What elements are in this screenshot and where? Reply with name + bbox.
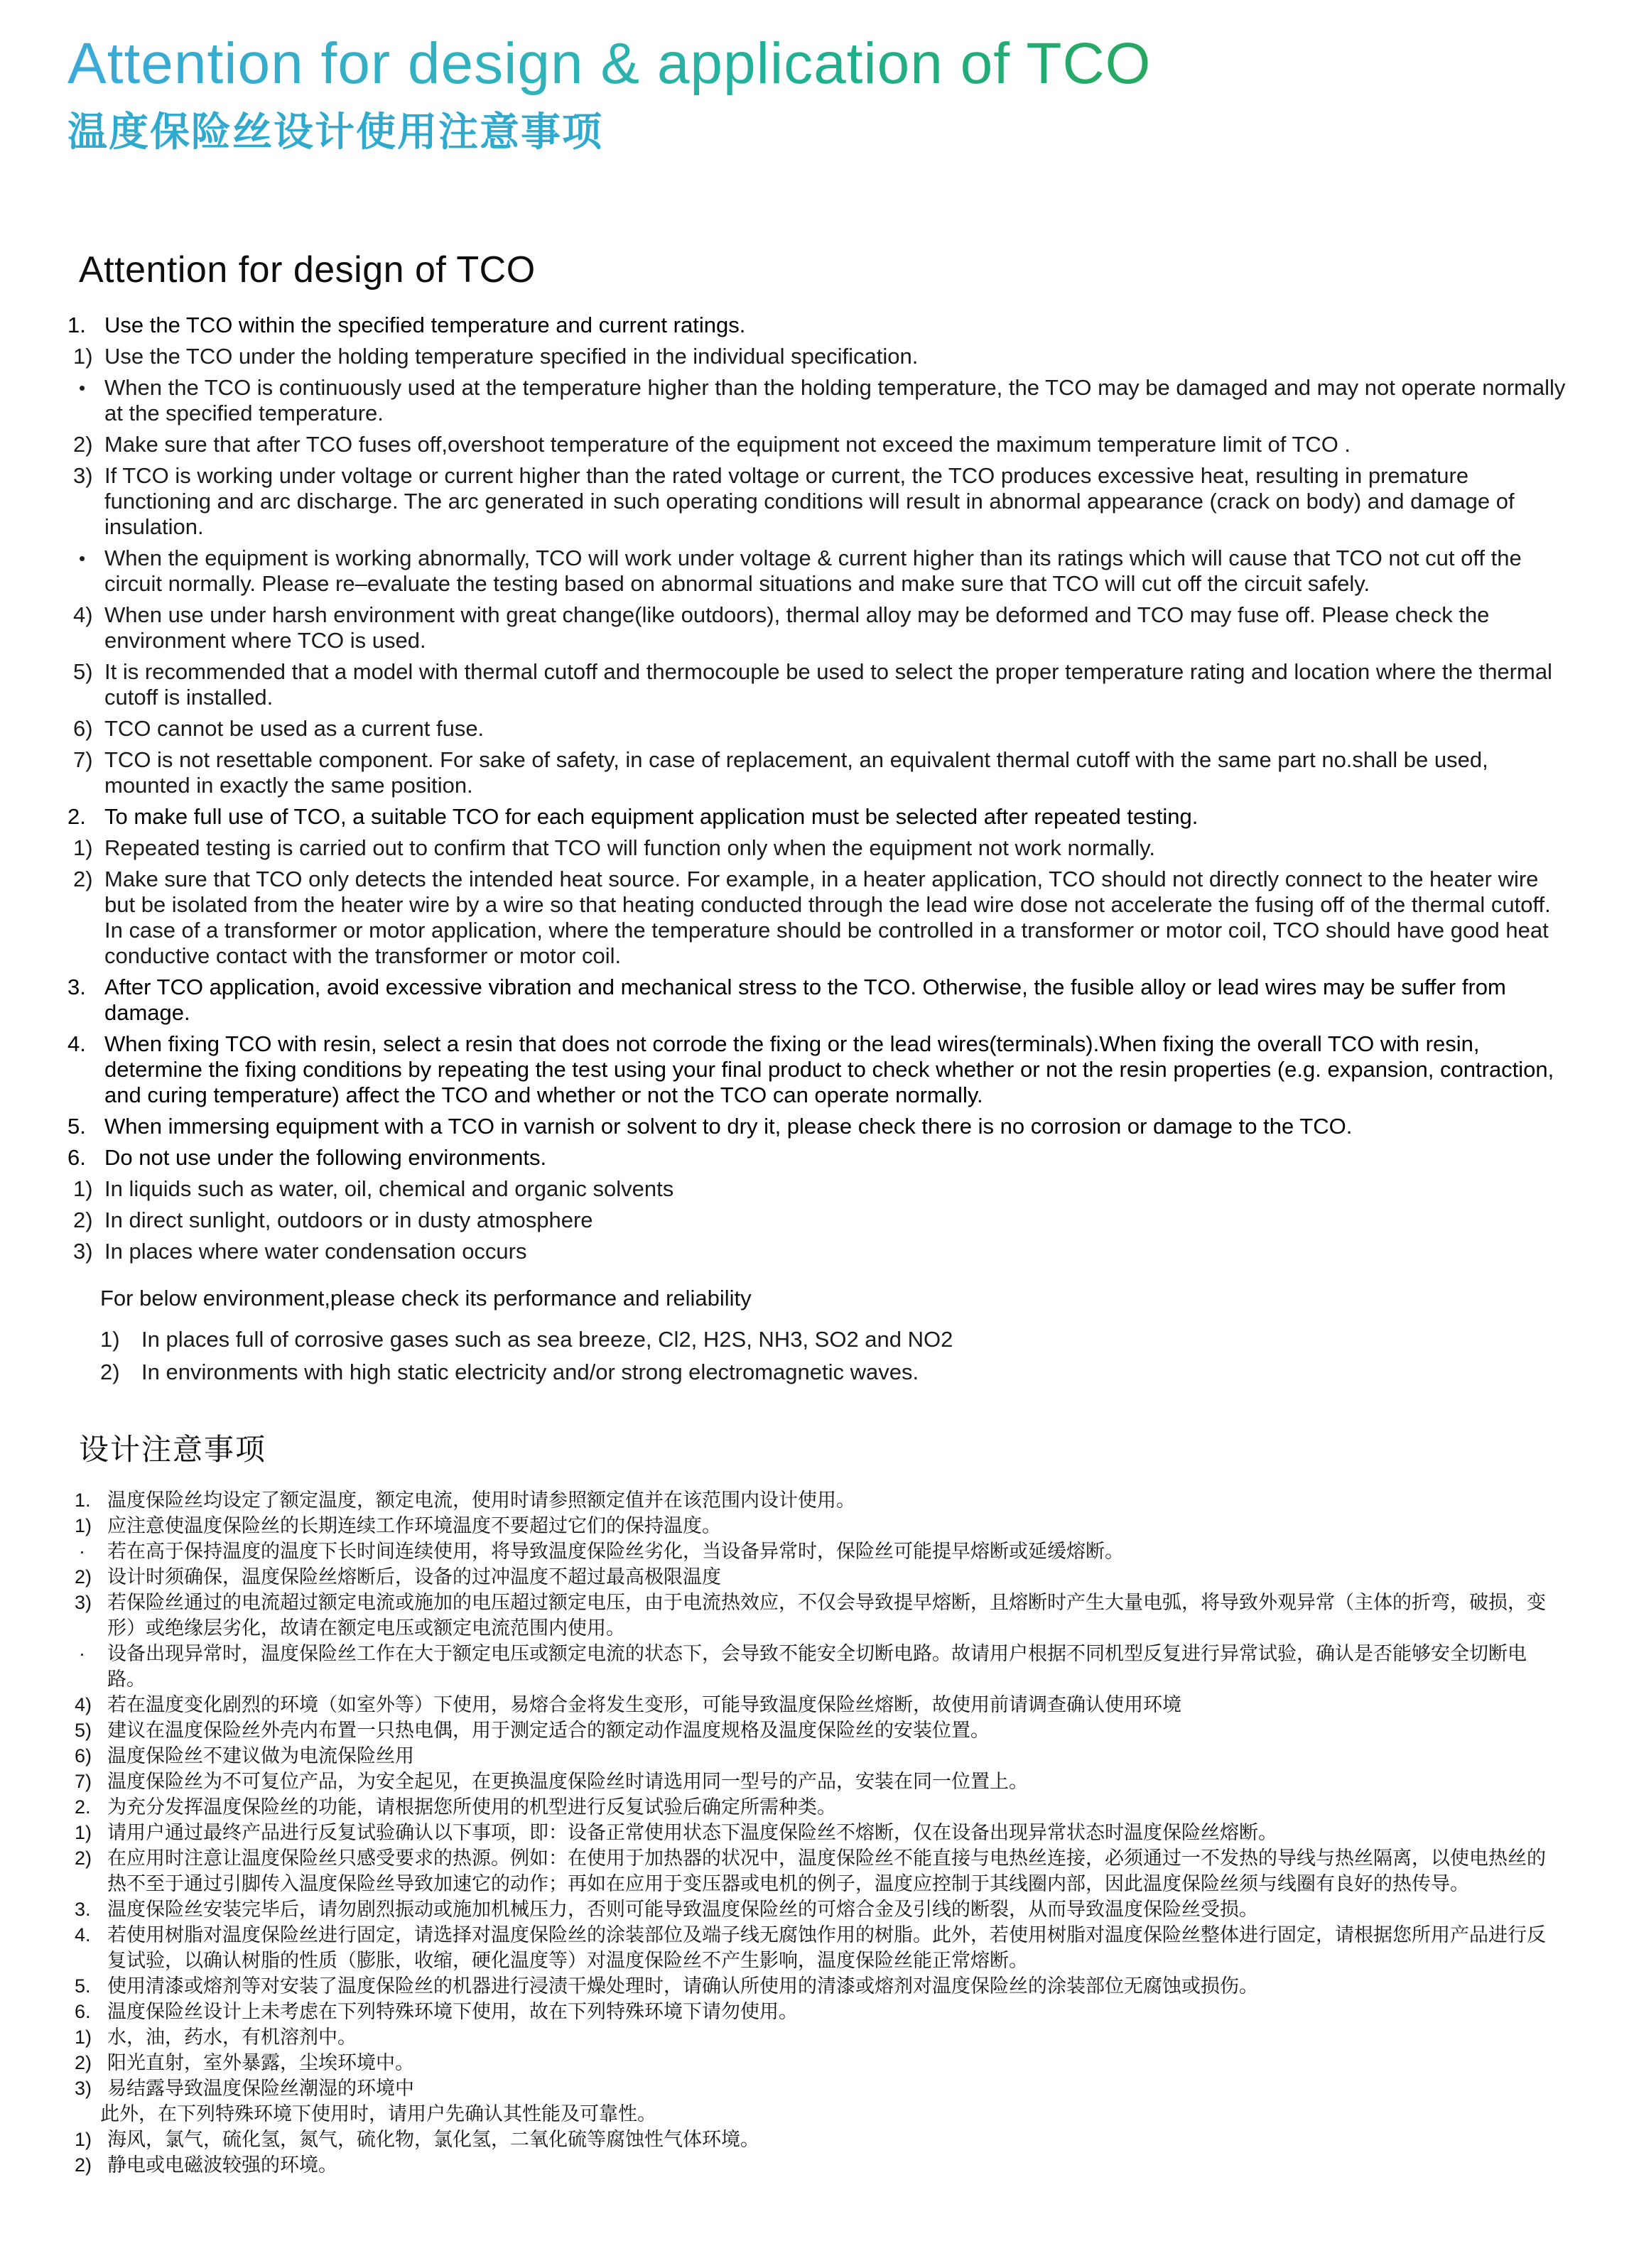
list-marker: · bbox=[79, 1540, 85, 1562]
list-marker: • bbox=[79, 547, 86, 569]
list-item bbox=[67, 344, 1577, 369]
list-marker: 2) bbox=[75, 1566, 92, 1588]
list-item bbox=[75, 1820, 1577, 1845]
list-item bbox=[67, 747, 1577, 798]
list-text: Make sure that after TCO fuses off,overshoot temperature of the equipment not exceed the maximum temperature limit of TCO . bbox=[104, 431, 1351, 457]
list-item bbox=[75, 1564, 1577, 1590]
list-text: When fixing TCO with resin, select a resin that does not corrode the fixing or the lead wires(terminals).When fixing the overall TCO with resin, determine the fixing conditions by repeating the test using your final product to check whether or not the resin properties (e.g. expansion, contraction, and curing temperature) affect the TCO and whether or not the TCO can operate normally. bbox=[104, 1031, 1554, 1107]
list-marker: 3) bbox=[75, 2077, 92, 2099]
list-text: In places full of corrosive gases such as sea breeze, Cl2, H2S, NH3, SO2 and NO2 bbox=[141, 1326, 953, 1352]
list-text: When immersing equipment with a TCO in varnish or solvent to dry it, please check there is no corrosion or damage to the TCO. bbox=[104, 1113, 1353, 1139]
list-text: In direct sunlight, outdoors or in dusty atmosphere bbox=[104, 1207, 593, 1232]
list-marker: 4. bbox=[75, 1924, 91, 1946]
list-item bbox=[67, 659, 1577, 710]
list-marker: 6. bbox=[67, 1144, 86, 1170]
list-item bbox=[67, 975, 1577, 1026]
list-text: 阳光直射，室外暴露，尘埃环境中。 bbox=[107, 2051, 414, 2073]
list-item bbox=[75, 1973, 1577, 1999]
list-item bbox=[75, 2024, 1577, 2050]
list-item bbox=[75, 1487, 1577, 1513]
list-text: In places where water condensation occurs bbox=[104, 1238, 527, 1264]
environment-list bbox=[100, 1327, 1577, 1385]
environment-note: For below environment,please check its performance and reliability bbox=[100, 1285, 752, 1311]
list-marker: 6. bbox=[75, 2000, 91, 2022]
list-marker: 1) bbox=[100, 1326, 120, 1352]
list-text: Use the TCO within the specified temperature and current ratings. bbox=[104, 312, 746, 337]
list-text: 此外，在下列特殊环境下使用时，请用户先确认其性能及可靠性。 bbox=[100, 2102, 656, 2125]
list-item bbox=[67, 313, 1577, 338]
list-marker: 1. bbox=[67, 312, 86, 337]
list-item bbox=[75, 1743, 1577, 1769]
list-text: 易结露导致温度保险丝潮湿的环境中 bbox=[107, 2077, 414, 2099]
list-marker: 6) bbox=[73, 715, 93, 741]
list-text: If TCO is working under voltage or current higher than the rated voltage or current, the TCO produces excessive heat, resulting in premature functioning and arc discharge. The arc generated in such operating conditions will result in abnormal appearance (crack on body) and damage of insulation. bbox=[104, 462, 1515, 539]
list-text: TCO cannot be used as a current fuse. bbox=[104, 715, 485, 741]
list-item bbox=[67, 432, 1577, 457]
list-marker: 5. bbox=[67, 1113, 86, 1139]
list-text: When the equipment is working abnormally, TCO will work under voltage & current higher than its ratings which will cause that TCO not cut off the circuit normally. Please re–evaluate the testing based on abnormal situations and make sure that TCO will cut off the circuit safely. bbox=[104, 545, 1522, 596]
list-text: 温度保险丝为不可复位产品，为安全起见，在更换温度保险丝时请选用同一型号的产品，安装在同一位置上。 bbox=[107, 1770, 1028, 1792]
list-marker: 4) bbox=[75, 1693, 92, 1715]
list-marker: • bbox=[79, 376, 86, 398]
list-marker: 2. bbox=[75, 1796, 91, 1818]
list-text: 温度保险丝不建议做为电流保险丝用 bbox=[107, 1745, 414, 1767]
list-text: Make sure that TCO only detects the intended heat source. For example, in a heater application, TCO should not directly connect to the heater wire but be isolated from the heater wire by a wire so that heating conducted through the lead wire dose not accelerate the fusing off of the thermal cutoff. In case of a transformer or motor application, where the temperature should be controlled in a transformer or motor coil, TCO should have good heat conductive contact with the transformer or motor coil. bbox=[104, 866, 1551, 968]
list-marker: 1) bbox=[73, 343, 93, 369]
list-text: When use under harsh environment with great change(like outdoors), thermal alloy may be deformed and TCO may fuse off. Please check the environment where TCO is used. bbox=[104, 602, 1490, 653]
list-text: When the TCO is continuously used at the temperature higher than the holding temperature, the TCO may be damaged and may not operate normally at the specified temperature. bbox=[104, 374, 1566, 425]
list-item bbox=[75, 2152, 1577, 2178]
list-marker: 5) bbox=[75, 1719, 92, 1741]
list-item bbox=[100, 1327, 1577, 1352]
list-marker: 1) bbox=[75, 2026, 92, 2048]
list-item bbox=[67, 1239, 1577, 1264]
chinese-attention-list bbox=[75, 1487, 1577, 2178]
list-text: 若在温度变化剧烈的环境（如室外等）下使用，易熔合金将发生变形，可能导致温度保险丝熔断，故使用前请调查确认使用环境 bbox=[107, 1693, 1181, 1715]
list-marker: 1) bbox=[75, 1821, 92, 1843]
list-item bbox=[75, 1641, 1577, 1692]
list-text: 温度保险丝设计上未考虑在下列特殊环境下使用，故在下列特殊环境下请勿使用。 bbox=[107, 2000, 798, 2022]
list-marker: · bbox=[79, 1642, 85, 1664]
chinese-section bbox=[67, 1426, 1577, 2178]
list-item bbox=[75, 1794, 1577, 1820]
list-item bbox=[67, 1208, 1577, 1233]
list-text: 海风，氯气，硫化氢，氮气，硫化物，氯化氢，二氧化硫等腐蚀性气体环境。 bbox=[107, 2128, 759, 2150]
list-text: 若保险丝通过的电流超过额定电流或施加的电压超过额定电压，由于电流热效应，不仅会导致提早熔断，且熔断时产生大量电弧，将导致外观异常（主体的折弯，破损，变形）或绝缘层劣化，故请在额定电压或额定电流范围内使用。 bbox=[107, 1591, 1546, 1639]
list-item bbox=[75, 1922, 1577, 1973]
list-marker: 2) bbox=[73, 866, 93, 891]
list-text: 在应用时注意让温度保险丝只感受要求的热源。例如：在使用于加热器的状况中，温度保险丝不能直接与电热丝连接，必须通过一不发热的导线与热丝隔离，以使电热丝的热不至于通过引脚传入温度保险丝导致加速它的动作；再如在应用于变压器或电机的例子，温度应控制于其线圈内部，因此温度保险丝须与线圈有良好的热传导。 bbox=[107, 1847, 1546, 1894]
page-title: Attention for design & application of TCO bbox=[67, 31, 1152, 96]
list-item bbox=[75, 1590, 1577, 1641]
list-item bbox=[75, 2050, 1577, 2076]
list-marker: 2) bbox=[73, 431, 93, 457]
list-marker: 3) bbox=[73, 1238, 93, 1264]
list-text: 温度保险丝均设定了额定温度，额定电流，使用时请参照额定值并在该范围内设计使用。 bbox=[107, 1489, 855, 1511]
list-marker: 2) bbox=[75, 1847, 92, 1869]
list-item bbox=[75, 1769, 1577, 1794]
list-marker: 2) bbox=[100, 1359, 120, 1384]
list-marker: 2) bbox=[75, 2051, 92, 2073]
list-item bbox=[67, 835, 1577, 861]
environment-check-block bbox=[100, 1286, 1577, 1385]
list-text: In environments with high static electricity and/or strong electromagnetic waves. bbox=[141, 1359, 919, 1384]
list-text: 应注意使温度保险丝的长期连续工作环境温度不要超过它们的保持温度。 bbox=[107, 1514, 721, 1536]
list-item bbox=[67, 1145, 1577, 1171]
list-item bbox=[67, 463, 1577, 540]
list-text: TCO is not resettable component. For sake of safety, in case of replacement, an equivalent thermal cutoff with the same part no.shall be used, mounted in exactly the same position. bbox=[104, 747, 1488, 798]
list-item bbox=[67, 716, 1577, 742]
list-marker: 7) bbox=[73, 747, 93, 772]
list-text: Repeated testing is carried out to confirm that TCO will function only when the equipment not work normally. bbox=[104, 835, 1155, 860]
list-item bbox=[100, 1360, 1577, 1385]
list-marker: 5) bbox=[73, 658, 93, 684]
list-item bbox=[75, 1539, 1577, 1564]
list-item bbox=[75, 1999, 1577, 2024]
list-item bbox=[67, 1176, 1577, 1202]
list-marker: 3) bbox=[73, 462, 93, 488]
list-item bbox=[67, 867, 1577, 969]
list-text: In liquids such as water, oil, chemical and organic solvents bbox=[104, 1176, 674, 1201]
list-item bbox=[67, 375, 1577, 426]
list-text: 水，油，药水，有机溶剂中。 bbox=[107, 2026, 357, 2048]
list-text: 静电或电磁波较强的环境。 bbox=[107, 2154, 337, 2176]
list-marker: 1. bbox=[75, 1489, 91, 1511]
list-item bbox=[67, 1114, 1577, 1139]
list-item bbox=[75, 1845, 1577, 1897]
list-marker: 7) bbox=[75, 1770, 92, 1792]
list-text: 设备出现异常时，温度保险丝工作在大于额定电压或额定电流的状态下，会导致不能安全切断电路。故请用户根据不同机型反复进行异常试验，确认是否能够安全切断电路。 bbox=[107, 1642, 1527, 1690]
section-heading-en: Attention for design of TCO bbox=[79, 249, 536, 291]
list-marker: 2. bbox=[67, 803, 86, 829]
section-heading-zh: 设计注意事项 bbox=[79, 1432, 267, 1466]
list-text: To make full use of TCO, a suitable TCO for each equipment application must be selected after repeated testing. bbox=[104, 803, 1199, 829]
list-marker: 3. bbox=[67, 974, 86, 999]
list-text: 设计时须确保，温度保险丝熔断后，设备的过冲温度不超过最高极限温度 bbox=[107, 1566, 721, 1588]
list-marker: 4. bbox=[67, 1031, 86, 1056]
list-marker: 3. bbox=[75, 1898, 91, 1920]
list-text: Use the TCO under the holding temperature specified in the individual specification. bbox=[104, 343, 919, 369]
list-marker: 1) bbox=[73, 835, 93, 860]
list-text: 建议在温度保险丝外壳内布置一只热电偶，用于测定适合的额定动作温度规格及温度保险丝的安装位置。 bbox=[107, 1719, 990, 1741]
list-text: After TCO application, avoid excessive vibration and mechanical stress to the TCO. Otherwise, the fusible alloy or lead wires may be suffer from damage. bbox=[104, 974, 1506, 1025]
list-marker: 4) bbox=[73, 602, 93, 627]
list-marker: 1) bbox=[75, 2128, 92, 2150]
list-text: 为充分发挥温度保险丝的功能，请根据您所使用的机型进行反复试验后确定所需种类。 bbox=[107, 1796, 836, 1818]
list-marker: 1) bbox=[73, 1176, 93, 1201]
list-item bbox=[75, 1897, 1577, 1922]
list-item bbox=[67, 546, 1577, 597]
list-text: Do not use under the following environments. bbox=[104, 1144, 547, 1170]
list-item bbox=[67, 1031, 1577, 1108]
list-marker: 2) bbox=[75, 2154, 92, 2176]
list-item bbox=[67, 804, 1577, 830]
list-item bbox=[75, 2127, 1577, 2152]
list-marker: 2) bbox=[73, 1207, 93, 1232]
list-item bbox=[75, 1692, 1577, 1718]
list-text: 使用清漆或熔剂等对安装了温度保险丝的机器进行浸渍干燥处理时，请确认所使用的清漆或熔剂对温度保险丝的涂装部位无腐蚀或损伤。 bbox=[107, 1975, 1258, 1997]
list-marker: 5. bbox=[75, 1975, 91, 1997]
list-marker: 6) bbox=[75, 1745, 92, 1767]
english-attention-list bbox=[67, 313, 1577, 1264]
list-marker: 3) bbox=[75, 1591, 92, 1613]
english-section bbox=[67, 249, 1577, 1385]
list-marker: 1) bbox=[75, 1514, 92, 1536]
list-text: 若使用树脂对温度保险丝进行固定，请选择对温度保险丝的涂装部位及端子线无腐蚀作用的树脂。此外，若使用树脂对温度保险丝整体进行固定，请根据您所用产品进行反复试验，以确认树脂的性质（膨胀，收缩，硬化温度等）对温度保险丝不产生影响，温度保险丝能正常熔断。 bbox=[107, 1924, 1546, 1971]
page-header bbox=[67, 31, 1577, 158]
page-subtitle-zh: 温度保险丝设计使用注意事项 bbox=[67, 109, 603, 154]
list-text: 若在高于保持温度的温度下长时间连续使用，将导致温度保险丝劣化，当设备异常时，保险丝可能提早熔断或延缓熔断。 bbox=[107, 1540, 1124, 1562]
list-text: 请用户通过最终产品进行反复试验确认以下事项，即：设备正常使用状态下温度保险丝不熔断，仅在设备出现异常状态时温度保险丝熔断。 bbox=[107, 1821, 1277, 1843]
list-item bbox=[75, 2076, 1577, 2101]
list-text: It is recommended that a model with thermal cutoff and thermocouple be used to select the proper temperature rating and location where the thermal cutoff is installed. bbox=[104, 658, 1552, 710]
list-item bbox=[75, 2101, 1577, 2127]
list-text: 温度保险丝安装完毕后，请勿剧烈振动或施加机械压力，否则可能导致温度保险丝的可熔合金及引线的断裂，从而导致温度保险丝受损。 bbox=[107, 1898, 1258, 1920]
list-item bbox=[67, 602, 1577, 653]
list-item bbox=[75, 1718, 1577, 1743]
list-item bbox=[75, 1513, 1577, 1539]
